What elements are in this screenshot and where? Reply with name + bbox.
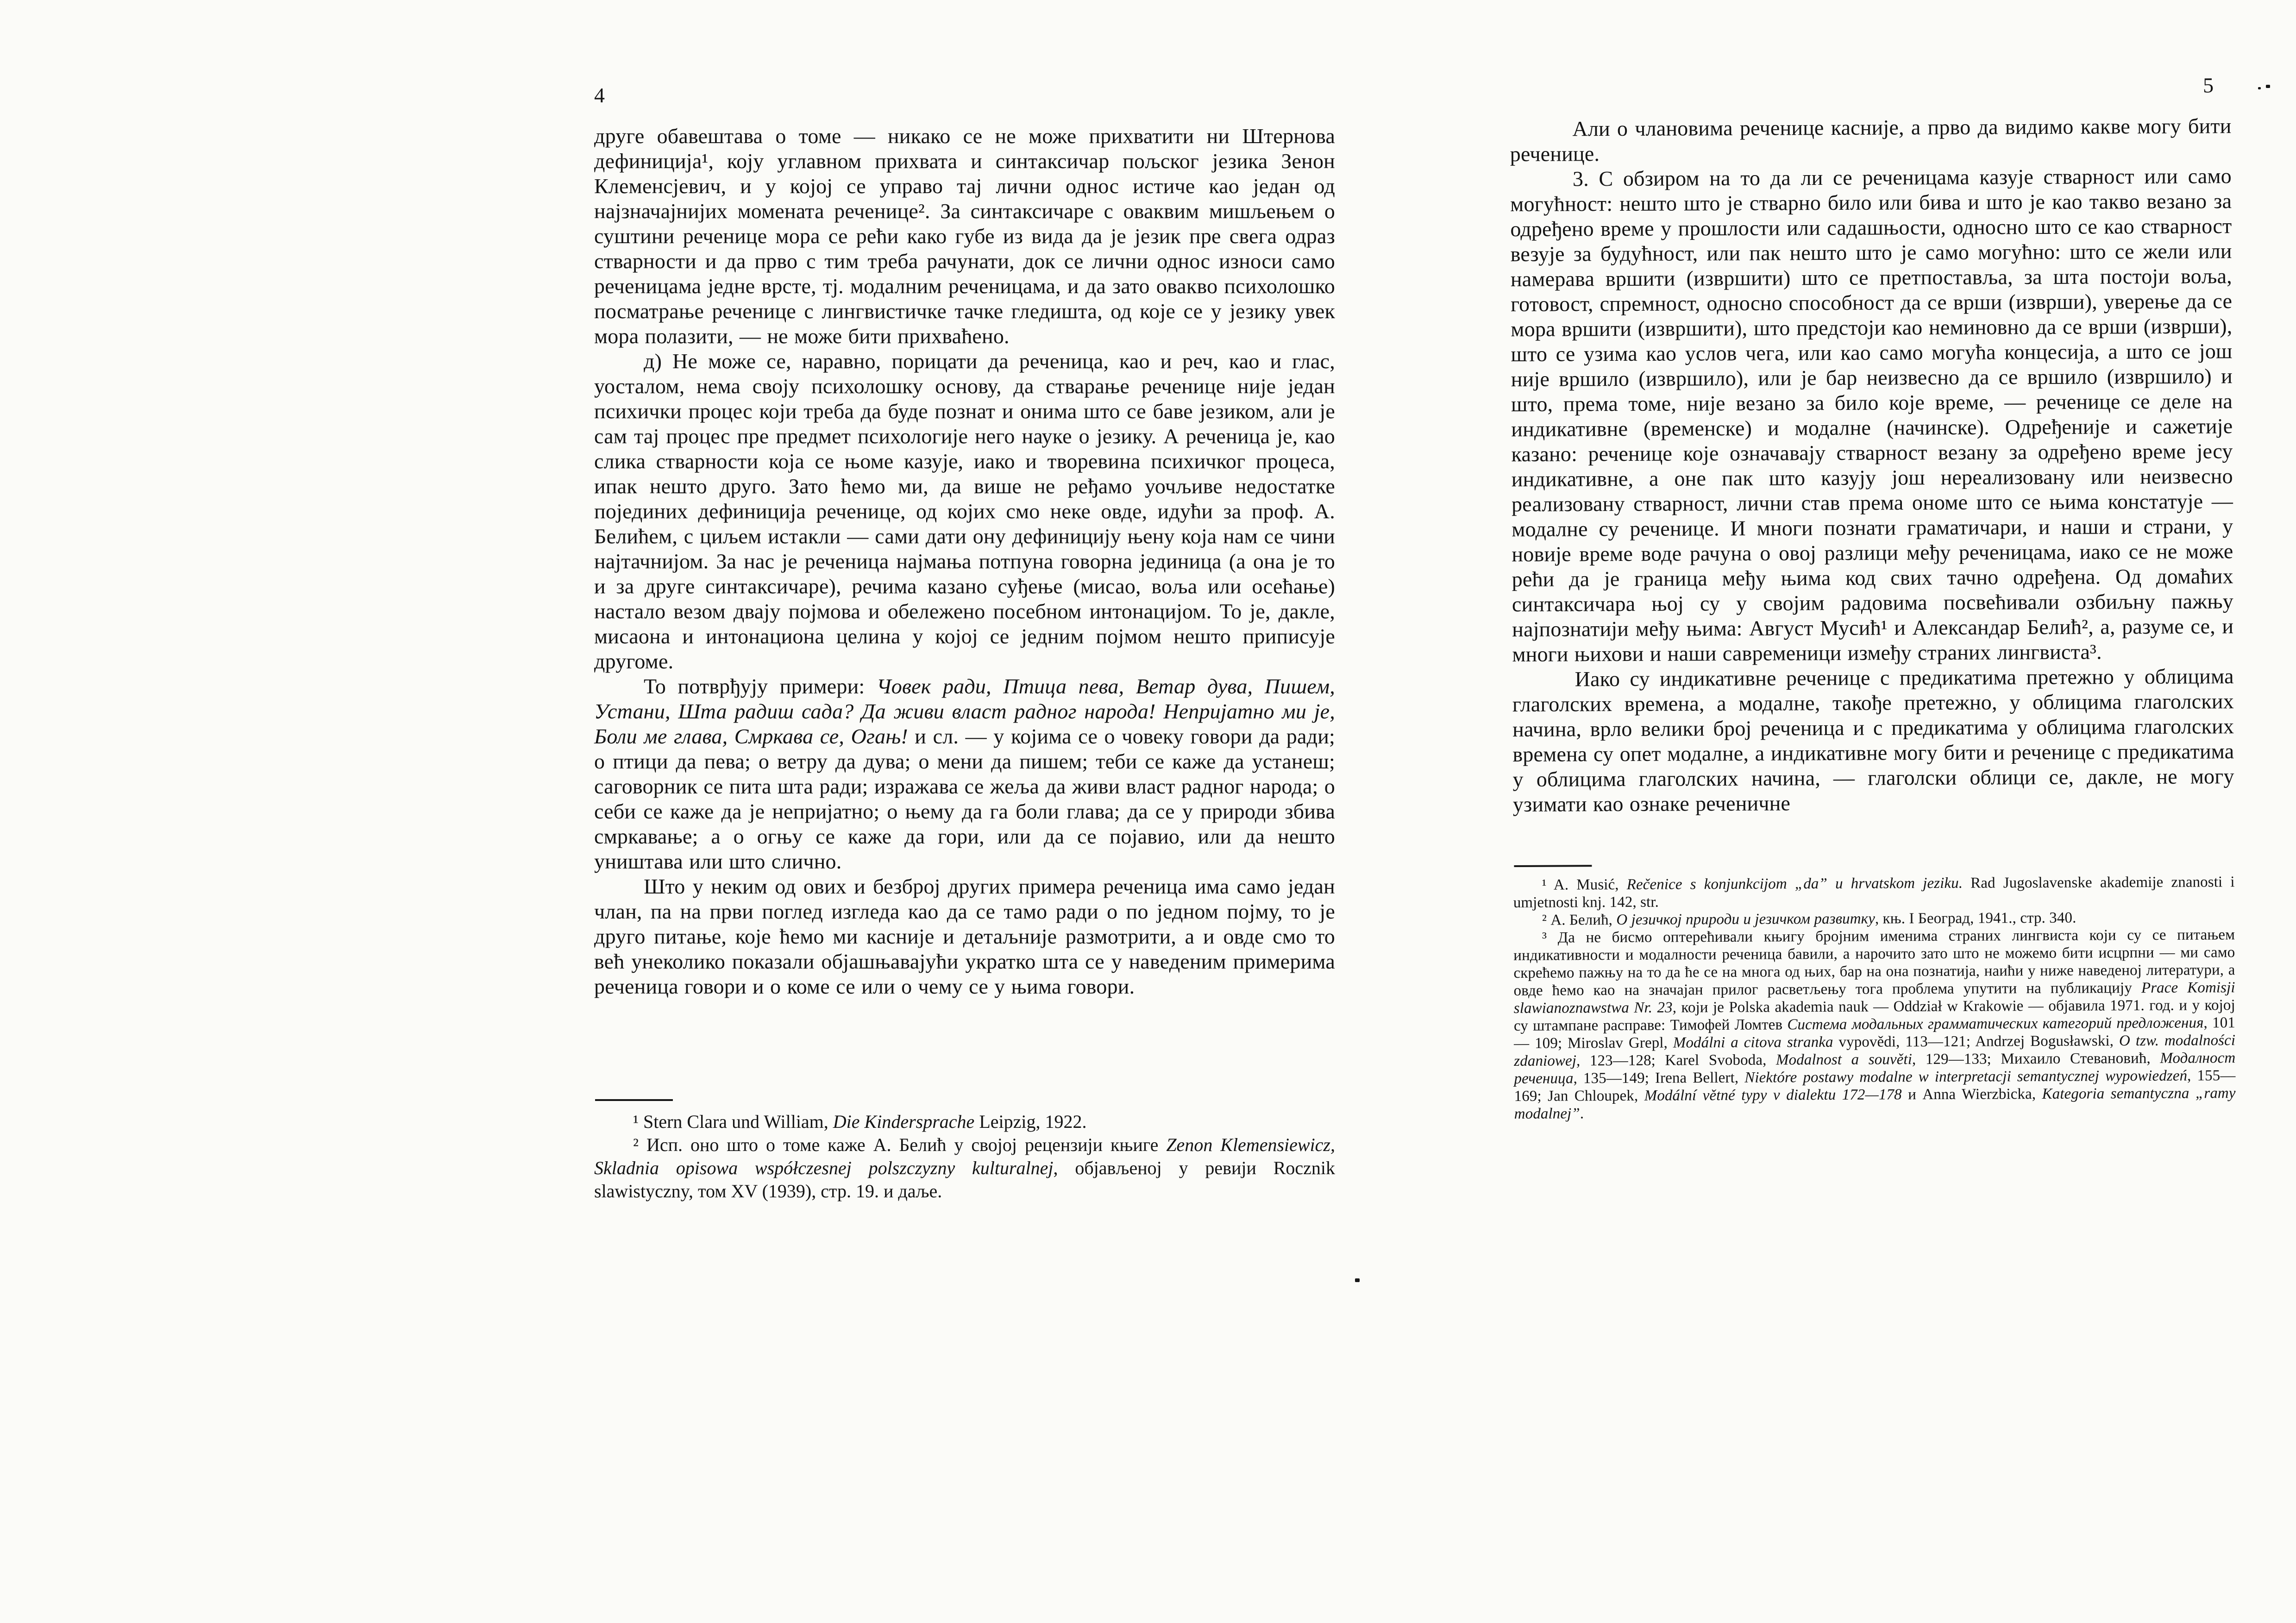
text-segment-italic-title: Modálni a citova stranka [1673, 1033, 1833, 1051]
text-segment-italic-title: Kategoria semantyczna „ramy modalnej” [1514, 1085, 2236, 1122]
right-page [1510, 75, 2237, 1421]
paragraph [594, 874, 1335, 999]
text-segment-italic-title: O tzw. modalności zdaniowej, [1514, 1032, 2236, 1069]
text-segment-italic-title: Система модальных грамматических категорий предложения [1787, 1014, 2204, 1033]
page-number-right: 5 [2202, 73, 2214, 97]
text-segment: Али о члановима реченице касније, а прво да видимо какве могу бити реченице. [1510, 114, 2232, 166]
text-segment: То потврђују примери: [644, 674, 877, 698]
text-segment: који је Polska akademia nauk — Oddział w Krakowie — објавила 1971. год. и у којој су штампане расправе: Тимофей Ломтев [1513, 997, 2235, 1034]
text-segment: и сл. — у којима се о човеку говори да ради; о птици да пева; о ветру да дува; о мени да пишем; теби се каже да устанеш; саговорник се пита шта ради; изражава се жеља да живи власт радног народа; о себи се каже да је непријатно; о њему да га боли глава; да се у природи збива смркавање; а о огњу се каже да гори, или да се појавио, или да нешто уништава или што слично. [594, 724, 1335, 873]
text-segment-italic-title: Niektóre postawy modalne w interpretacji semantycznej wypowiedzeń [1744, 1067, 2188, 1086]
text-segment: ³ Да не бисмо оптерећивали књигу бројним именима страних лингвиста који су се питањем индикативности и модалности реченица бавили, а нарочито зато што не можемо бити исцрпни — ми само скрећемо пажњу на то да ће се на многа од њих, бар на она познатија, наићи у ниже наведеној литератури, а овде ћемо као на значајан прилог расветљењу тога проблема упутити на публикацију [1513, 926, 2235, 999]
text-segment-italic-title: Rečenice s konjunkcijom „da” u hrvatskom jeziku. [1626, 874, 1963, 893]
text-segment: , 135—149; Irena Bellert, [1573, 1069, 1745, 1087]
text-segment: д) Не може се, наравно, порицати да реченица, као и реч, као и глас, уосталом, нема своју психолошку основу, да стварање реченице није један психички процес који треба да буде познат и онима што се баве језиком, али је сам тај процес пре предмет психологије него науке о језику. А реченица је, као слика стварности која се њоме казује, иако и творевина психичког процеса, ипак нешто друго. Зато ћемо ми, да више не ређамо уочљиве недостатке појединих дефиниција реченице, од којих смо неке овде, идући за проф. А. Белићем, с циљем истакли — сами дати ону дефиницију њену која нам се чини најтачнијом. За нас је реченица најмања потпуна говорна јединица (а она је то и за друге синтаксичаре), речима казано суђење (мисао, воља или осећање) настало везом двају појмова и обележено посебном интонацијом. То је, дакле, мисаона и интонациона целина у којој се једним појмом нешто приписује другоме. [594, 349, 1335, 673]
text-segment-italic-title: О језичкој природи и језичком развитку [1616, 910, 1876, 929]
text-segment: , објављеној у ревији Rocznik slawistyczny, том XV (1939), стр. 19. и даље. [594, 1157, 1336, 1202]
text-segment: , 155—169; Jan Chloupek, [1514, 1067, 2236, 1105]
text-segment: ² Исп. оно што о томе каже А. Белић у својој рецензији књиге [633, 1134, 1167, 1155]
ink-speck [1355, 1278, 1360, 1282]
right-footnotes [1513, 862, 2235, 1123]
text-segment: ¹ Stern Clara und William, [633, 1111, 833, 1132]
left-page-body [594, 124, 1335, 999]
footnote-separator [1514, 865, 1592, 867]
ink-speck [2258, 87, 2261, 89]
paragraph [594, 349, 1335, 674]
page-number-left: 4 [594, 83, 605, 107]
text-segment: . [1580, 1105, 1584, 1122]
footnote-1 [1513, 873, 2235, 912]
text-segment: и Anna Wierzbicka, [1901, 1086, 2042, 1103]
text-segment: Што у неким од ових и безброј других примера реченица има само један члан, па на први поглед изгледа као да се тамо ради о по једном појму, то је друго питање, које ћемо ми касније и детаљније размотрити, а и овде смо то већ унеколико показали објашњавајући укратко шта се у наведеним примерима реченица говори и о коме се или о чему се у њима говори. [594, 874, 1335, 998]
text-segment-italic-title: Zenon Klemensiewicz, Skladnia opisowa współczesnej polszczyzny kulturalnej [594, 1134, 1335, 1178]
right-footnote-text [1513, 873, 2236, 1123]
left-footnote-text [594, 1110, 1335, 1203]
text-segment-italic-title: Modální větné typy v dialektu 172—178 [1644, 1086, 1902, 1104]
paragraph-continuation [594, 124, 1335, 349]
text-segment: 123—128; Karel Svoboda, [1580, 1051, 1776, 1069]
text-segment-italic-title: Die Kindersprache [833, 1111, 975, 1132]
right-page-body [1510, 113, 2234, 817]
text-segment: 3. С обзиром на то да ли се реченицама казује стварност или само могућност: нешто што је стварно било или бива и што је као такво везано за одређено време у прошлости или садашњости, односно што се као стварност везује за будућност, или пак нешто што је само могућно: што се жели или намерава вршити (извршити) што се претпоставља, за шта постоји воља, готовост, спремност, односно способност да се врши (изврши), уверење да се мора вршити (извршити), што предстоји као неминовно да се врши (изврши), што се узима као услов чега, или као само могућа концесија, а што се још није вршило (извршило), или је бар неизвесно да се вршило (извршило) и што, према томе, није везано за било које време, — реченице се деле на индикативне (временске) и модалне (начинске). Одређеније и сажетије казано: реченице које означавају стварност везану за одређено време јесу индикативне, а оне пак што казују још нереализовану или неизвесно реализовану стварност, лични став према ономе што се њима констатује — модалне су реченице. И многи познати граматичари, и наши и страни, у новије време воде рачуна о овој разлици међу реченицама, иако се не може рећи да је граница међу њима код свих тачно одређена. Од домаћих синтаксичара њој су у својим радовима посвећивали озбиљну пажњу најпознатији међу њима: Август Мусић¹ и Александар Белић², а, разуме се, и многи њихови и наши савременици између страних лингвиста³. [1510, 164, 2234, 666]
text-segment: , 129—133; Михаило Стевановић, [1912, 1050, 2160, 1068]
text-segment-italic-title: Modalnost a souvěti [1775, 1051, 1913, 1069]
paragraph-section-3 [1510, 164, 2234, 667]
text-segment: ² А. Белић, [1542, 912, 1617, 929]
text-segment-italic-title: Модалност реченица [1514, 1050, 2236, 1087]
text-segment: Иако су индикативне реченице с предикатима претежно у облицима глаголских времена, а модалне, такође претежно, у облицима глаголских начина, врло велики број реченица и с предикатима у облицима глаголских времена су опет модалне, а индикативне могу бити и реченице с предикатима у облицима глаголских начина, — глаголски облици се, дакле, не могу узимати као ознаке реченичне [1512, 664, 2234, 816]
text-segment: Leipzig, 1922. [974, 1111, 1087, 1132]
footnote-2 [594, 1133, 1335, 1203]
paragraph [1512, 664, 2234, 817]
text-segment-italic-title: Prace Komisji slawianoznawstwa Nr. 23, [1513, 979, 2235, 1017]
text-segment: , књ. I Београд, 1941., стр. 340. [1875, 909, 2076, 927]
text-segment-italic-examples: Човек ради, Птица пева, Ветар дува, Пишем, Устани, Шта радиш сада? Да живи власт радног народа! Непријатно ми је, Боли ме глава, Смркава се, Огањ! [594, 674, 1335, 748]
text-segment: Rad Jugoslavenske akademije znanosti i umjetnosti knj. 142, str. [1513, 874, 2235, 911]
left-footnotes [594, 1099, 1335, 1203]
text-segment: , 101— 109; Miroslav Grepl, [1514, 1014, 2236, 1052]
paragraph [1510, 113, 2231, 167]
ink-speck [2266, 85, 2270, 88]
footnote-separator [595, 1099, 673, 1101]
footnote-3 [1513, 926, 2236, 1123]
text-segment: друге обавештава о томе — никако се не може прихватити ни Штернова дефиниција¹, коју углавном прихвата и синтаксичар пољског језика Зенон Клеменсјевич, и у којој се управо тај лични однос истиче као један од најзначајнијих момената реченице². За синтаксичаре с оваквим мишљењем о суштини реченице мора се рећи како губе из вида да је језик пре свега одраз стварности и да прво с тим треба рачунати, док се лични однос износи само реченицама једне врсте, тј. модалним реченицама, и да зато овакво психолошко посматрање реченице с лингвистичке тачке гледишта, од које се у језику увек мора полазити, — не може бити прихваћено. [594, 124, 1335, 348]
footnote-1 [594, 1110, 1335, 1133]
text-segment: vypovědi, 113—121; Andrzej Bogusławski, [1833, 1032, 2120, 1051]
text-segment: ¹ A. Musić, [1542, 876, 1627, 893]
left-page [594, 85, 1335, 1428]
paragraph-examples [594, 674, 1335, 874]
